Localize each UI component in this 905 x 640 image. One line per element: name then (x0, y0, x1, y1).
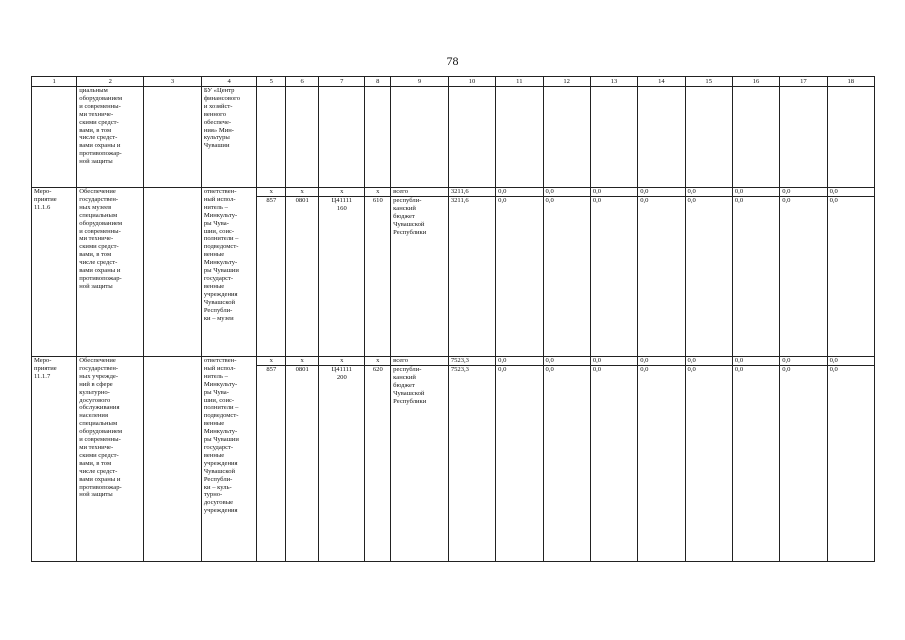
cell-value: 7523,3 (448, 366, 495, 562)
col-header: 11 (496, 77, 543, 87)
cell-value: 0,0 (638, 188, 685, 197)
cell-value: 0,0 (496, 366, 543, 562)
col-header: 9 (391, 77, 449, 87)
col-header: 12 (543, 77, 590, 87)
cell (144, 188, 202, 357)
col-header: 3 (144, 77, 202, 87)
cell-value: 0,0 (638, 366, 685, 562)
cell-value: 0,0 (780, 357, 827, 366)
cell-section: х (286, 357, 319, 366)
cell-value: 0,0 (732, 366, 779, 562)
cell-value: 0,0 (543, 188, 590, 197)
col-header: 2 (77, 77, 144, 87)
cell-grbs: х (257, 357, 286, 366)
cell-grbs: 857 (257, 197, 286, 357)
cell-value: 0,0 (685, 197, 732, 357)
cell-value: 0,0 (732, 357, 779, 366)
cell-source: республи- канский бюджет Чувашской Республики (391, 366, 449, 562)
cell-measure-label: Меро- приятие 11.1.7 (32, 357, 77, 562)
continuation-row (32, 87, 875, 188)
measure-total-row (32, 188, 875, 197)
cell-grbs: х (257, 188, 286, 197)
col-header: 15 (685, 77, 732, 87)
cell-value: 0,0 (543, 366, 590, 562)
col-header: 8 (365, 77, 391, 87)
cell-responsible: ответствен- ный испол- нитель – Минкульту- ры Чува- шии, соис- полнители – подведомст- венные Минкульту- ры Чувашии государст- венные учреждения Чувашской Республи- ки – куль- турно- досуговые учреждения (201, 357, 257, 562)
cell-section: 0801 (286, 366, 319, 562)
col-header: 1 (32, 77, 77, 87)
cell-source: республи- канский бюджет Чувашской Республики (391, 197, 449, 357)
cell-value: 0,0 (685, 366, 732, 562)
cell-value: 0,0 (590, 357, 637, 366)
cell (144, 357, 202, 562)
cell-value: 0,0 (590, 366, 637, 562)
cell-source: всего (391, 188, 449, 197)
col-header: 18 (827, 77, 874, 87)
cell (144, 87, 202, 188)
cell-expense-group: х (365, 357, 391, 366)
cell-measure-label: Меро- приятие 11.1.6 (32, 188, 77, 357)
header-row (32, 77, 875, 87)
cell-value: 0,0 (496, 357, 543, 366)
cell-responsible: БУ «Центр финансового и хозяйст- венного обеспече- ния» Мин- культуры Чувашии (201, 87, 257, 188)
cell-value: 0,0 (732, 197, 779, 357)
cell-value: 0,0 (827, 188, 874, 197)
measure-total-row (32, 357, 875, 366)
cell-value: 0,0 (780, 197, 827, 357)
cell-responsible: ответствен- ный испол- нитель – Минкульту- ры Чува- шии, соис- полнители – подведомст- венные Минкульту- ры Чувашии государст- венные учреждения Чувашской Республи- ки – музеи (201, 188, 257, 357)
col-header: 16 (732, 77, 779, 87)
cell-value: 0,0 (543, 197, 590, 357)
cell-target-article: Ц41111 200 (319, 366, 365, 562)
cell-value: 0,0 (685, 357, 732, 366)
cell-value: 0,0 (827, 197, 874, 357)
cell-value: 7523,3 (448, 357, 495, 366)
cell-description: Обеспечение государствен- ных музеев специальным оборудованием и современны- ми техниче- скими средст- вами, в том числе средст- вами охраны и противопожар- ной защиты (77, 188, 144, 357)
cell-expense-group: 620 (365, 366, 391, 562)
cell-value: 3211,6 (448, 197, 495, 357)
col-header: 14 (638, 77, 685, 87)
col-header: 10 (448, 77, 495, 87)
col-header: 7 (319, 77, 365, 87)
cell-target-article: х (319, 188, 365, 197)
cell-target-article: х (319, 357, 365, 366)
cell-expense-group: х (365, 188, 391, 197)
cell-value: 3211,6 (448, 188, 495, 197)
cell-value: 0,0 (827, 366, 874, 562)
program-table (31, 76, 875, 562)
cell-value: 0,0 (827, 357, 874, 366)
col-header: 17 (780, 77, 827, 87)
cell (32, 87, 77, 188)
cell-value: 0,0 (496, 188, 543, 197)
cell-section: 0801 (286, 197, 319, 357)
cell-description: Обеспечение государствен- ных учрежде- ний в сфере культурно- досугового обслуживания населения специальным оборудованием и современны- ми техниче- скими средст- вами, в том числе средст- вами охраны и противопожар- ной защиты (77, 357, 144, 562)
cell-expense-group: 610 (365, 197, 391, 357)
cell-target-article: Ц41111 160 (319, 197, 365, 357)
cell-value: 0,0 (732, 188, 779, 197)
cell-description: циальным оборудованием и современны- ми техниче- скими средст- вами, в том числе средст- вами охраны и противопожар- ной защиты (77, 87, 144, 188)
cell-value: 0,0 (685, 188, 732, 197)
col-header: 4 (201, 77, 257, 87)
cell-grbs: 857 (257, 366, 286, 562)
cell-value: 0,0 (638, 197, 685, 357)
cell-value: 0,0 (780, 366, 827, 562)
cell-source: всего (391, 357, 449, 366)
cell-value: 0,0 (496, 197, 543, 357)
cell-value: 0,0 (638, 357, 685, 366)
cell-value: 0,0 (590, 188, 637, 197)
col-header: 13 (590, 77, 637, 87)
col-header: 6 (286, 77, 319, 87)
cell-section: х (286, 188, 319, 197)
cell-value: 0,0 (590, 197, 637, 357)
cell-value: 0,0 (543, 357, 590, 366)
col-header: 5 (257, 77, 286, 87)
page-number: 78 (446, 54, 459, 68)
cell-value: 0,0 (780, 188, 827, 197)
